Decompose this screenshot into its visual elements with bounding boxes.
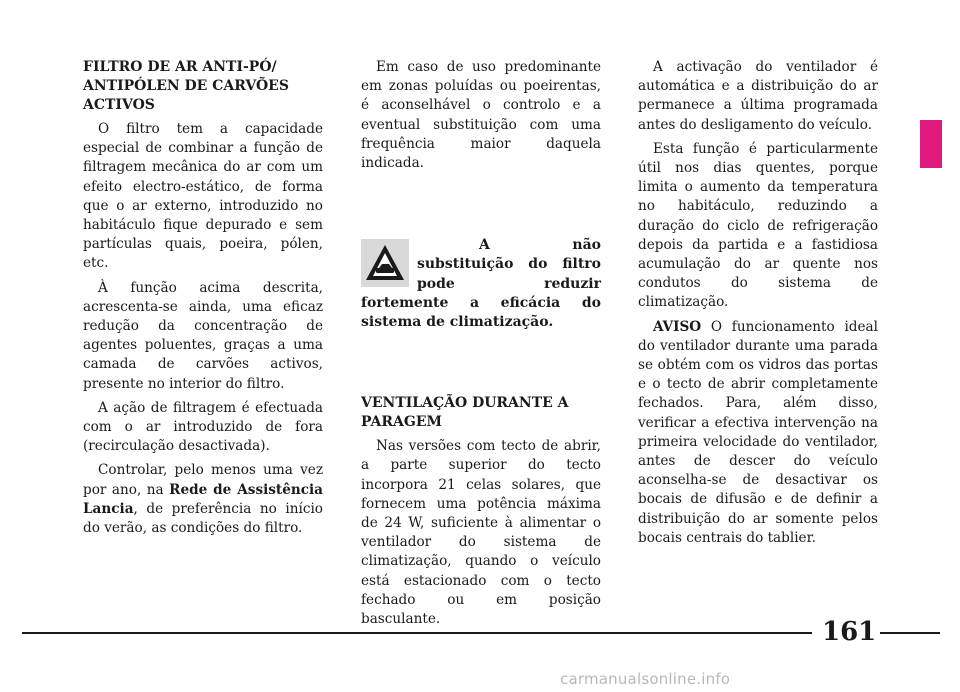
text-span: , de preferência no início do verão, as condições do filtro. <box>83 500 323 537</box>
paragraph <box>83 461 323 538</box>
watermark: carmanualsonline.info <box>560 670 731 688</box>
section-heading-ventilation: VENTILAÇÃO DURANTE A PARAGEM <box>361 395 569 431</box>
section-tab-marker <box>920 120 942 168</box>
service-network-name: Rede de Assistência Lancia <box>83 481 323 517</box>
notice-label: AVISO <box>653 318 702 335</box>
text-span: Controlar, pelo menos uma vez por ano, na <box>83 462 323 498</box>
paragraph: O filtro tem a capacidade especial de combinar a função de filtragem mecânica do ar com um efeito electro-estático, de forma que o ar externo, introduzido no habitáculo fique depurado e sem partículas quais, poeira, pólen, etc. <box>83 121 323 272</box>
section-heading-filter: FILTRO DE AR ANTI-PÓ/ ANTIPÓLEN DE CARVÕES ACTIVOS <box>83 59 289 113</box>
text-span: O funcionamento ideal do ventilador durante uma parada se obtém com os vidros das portas e o tecto de abrir completamente fechados. Para, além disso, verificar a efectiva intervenção na primeira velocidade do ventilador, antes de descer do veículo aconselha-se de desactivar os bocais de difusão e de definir a distribuição do ar somente pelos bocais centrais do tablier. <box>638 318 878 546</box>
paragraph <box>638 318 878 548</box>
paragraph: Em caso de uso predominante em zonas poluídas ou poeirentas, é aconselhável o controlo e a eventual substituição com uma frequência maior daquela indicada. <box>361 59 601 172</box>
paragraph: À função acima descrita, acrescenta-se ainda, uma eficaz redução da concentração de agentes poluentes, graças a uma camada de carvões activos, presente no interior do filtro. <box>83 279 323 392</box>
paragraph: Nas versões com tecto de abrir, a parte superior do tecto incorpora 21 celas solares, que fornecem uma potência máxima de 24 W, suficiente à alimentar o ventilador do sistema de climatização, quando o veículo está estacionado com o tecto fechado ou em posição basculante. <box>361 438 601 628</box>
paragraph: A ação de filtragem é efectuada com o ar introduzido de fora (recirculação desactivada). <box>83 399 323 455</box>
page-number: 161 <box>822 617 877 647</box>
column-left <box>83 58 323 543</box>
column-right <box>638 58 878 553</box>
column-middle <box>361 58 601 634</box>
warning-text: A não substituição do filtro pode reduzir fortemente a eficácia do sistema de climatização. <box>361 237 601 331</box>
paragraph: A activação do ventilador é automática e a distribuição do ar permanece a última programada antes do desligamento do veículo. <box>638 59 878 133</box>
footer-rule <box>880 632 940 634</box>
warning-box <box>361 236 601 332</box>
footer-rule <box>22 632 812 634</box>
paragraph: Esta função é particularmente útil nos dias quentes, porque limita o aumento da temperatura no habitáculo, reduzindo a duração do ciclo de refrigeração depois da partida e a fastidiosa acumulação do ar quente nos condutos do sistema de climatização. <box>638 140 878 311</box>
warning-triangle-car-icon <box>361 239 409 287</box>
